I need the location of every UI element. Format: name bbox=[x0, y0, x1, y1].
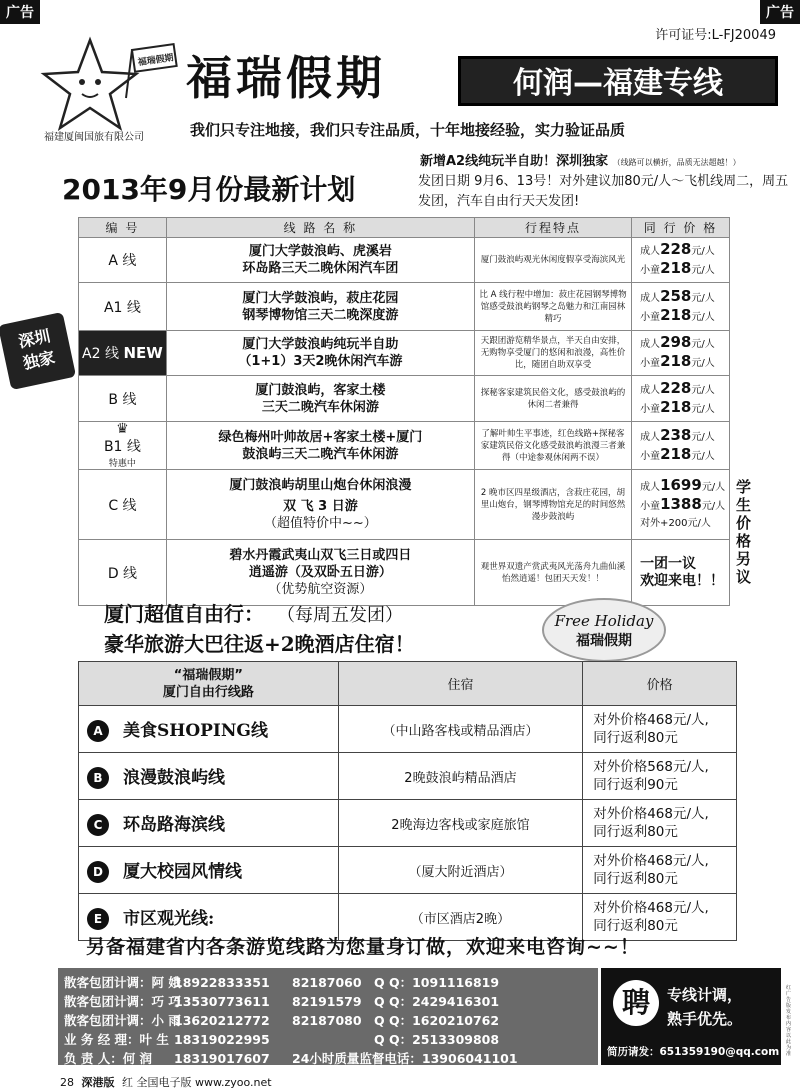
route-banner: 何润—福建专线 bbox=[458, 56, 778, 106]
star-shape bbox=[44, 40, 136, 128]
free-travel-table bbox=[78, 661, 737, 941]
license-number: 许可证号:L-FJ20049 bbox=[655, 28, 776, 43]
letter-e-icon: E bbox=[87, 908, 109, 930]
route-code: ♛ B1 线 特惠中 bbox=[79, 422, 167, 470]
route-row-a1 bbox=[79, 283, 730, 331]
free-row-c bbox=[79, 800, 737, 847]
letter-d-icon: D bbox=[87, 861, 109, 883]
header-price: 同 行 价 格 bbox=[632, 218, 730, 238]
route-row-a2 bbox=[79, 331, 730, 376]
route-code: A 线 bbox=[79, 238, 167, 283]
page-number: 28 bbox=[60, 1076, 74, 1089]
exclusive-badge bbox=[0, 312, 76, 390]
ad-tag-right: 广告 bbox=[760, 0, 800, 24]
route-price: 成人238元/人 小童218元/人 bbox=[632, 422, 730, 470]
free-hotel: （市区酒店2晚） bbox=[338, 894, 583, 941]
ad-tag-left: 广告 bbox=[0, 0, 40, 24]
route-name: 厦门鼓浪屿胡里山炮台休闲浪漫 双 飞 3 日游 （超值特价中~~） bbox=[166, 470, 474, 540]
letter-c-icon: C bbox=[87, 814, 109, 836]
route-feature: 厦门鼓浪屿观光休闲度假享受海滨风光 bbox=[474, 238, 631, 283]
free-table-header bbox=[79, 662, 737, 706]
free-hotel: （厦大附近酒店） bbox=[338, 847, 583, 894]
header-name: 线 路 名 称 bbox=[166, 218, 474, 238]
vertical-note: 红广告版发布内容以此为准 bbox=[786, 985, 792, 1057]
header-route: “福瑞假期” 厦门自由行线路 bbox=[79, 662, 339, 706]
hire-email: 简历请发：651359190@qq.com bbox=[607, 1046, 780, 1058]
route-code: A2 线 NEW bbox=[79, 331, 167, 376]
free-price: 对外价格468元/人, 同行返利80元 bbox=[583, 706, 737, 753]
free-route-name: C 环岛路海滨线 bbox=[79, 800, 339, 847]
contact-row: 负 责 人：何 润 18319017607 24小时质量监督电话：13906041101 bbox=[64, 1051, 518, 1066]
badge-line-2: 独家 bbox=[21, 347, 57, 373]
free-hotel: （中山路客栈或精品酒店） bbox=[338, 706, 583, 753]
route-feature: 2 晚市区四星级酒店，含菽庄花园，胡里山炮台，钢琴博物馆充足的时间悠然漫步鼓浪屿 bbox=[474, 470, 631, 540]
edition: 深港版 bbox=[81, 1076, 115, 1089]
free-route-name: B 浪漫鼓浪屿线 bbox=[79, 753, 339, 800]
slogan: 我们只专注地接，我们只专注品质，十年地接经验，实力验证品质 bbox=[190, 121, 626, 139]
free-price: 对外价格568元/人, 同行返利90元 bbox=[583, 753, 737, 800]
route-name: 厦门大学鼓浪屿、虎溪岩 环岛路三天二晚休闲汽车团 bbox=[166, 238, 474, 283]
departure-info: 发团日期 9月6、13号！对外建议加80元/人～飞机线周二，周五发团，汽车自由行天天发团! bbox=[418, 174, 789, 209]
route-feature: 观世界双遗产赏武夷风光荡舟九曲仙溪怡然逍遥！包团天天发！！ bbox=[474, 540, 631, 606]
star-mascot-logo bbox=[40, 36, 180, 132]
route-row-b1 bbox=[79, 422, 730, 470]
route-row-c bbox=[79, 470, 730, 540]
free-travel-title: 厦门超值自由行： （每周五发团） bbox=[104, 602, 403, 626]
hiring-panel bbox=[601, 968, 781, 1065]
route-code: B 线 bbox=[79, 376, 167, 422]
route-feature: 天跟团游览精华景点，半天自由安排，无购物享受厦门的悠闲和浪漫，高性价比，随团自助双享受 bbox=[474, 331, 631, 376]
free-route-name: D 厦大校园风情线 bbox=[79, 847, 339, 894]
free-route-name: A 美食SHOPING线 bbox=[79, 706, 339, 753]
header-hotel: 住宿 bbox=[338, 662, 583, 706]
route-name: 厦门大学鼓浪屿，菽庄花园 钢琴博物馆三天二晚深度游 bbox=[166, 283, 474, 331]
letter-a-icon: A bbox=[87, 720, 109, 742]
route-name: 厦门大学鼓浪屿纯玩半自助 （1+1）3天2晚休闲汽车游 bbox=[166, 331, 474, 376]
free-row-d bbox=[79, 847, 737, 894]
route-row-a bbox=[79, 238, 730, 283]
custom-route-note: 另备福建省内各条游览线路为您量身订做，欢迎来电咨询~~！ bbox=[86, 936, 640, 958]
site[interactable]: 全国电子版 www.zyoo.net bbox=[136, 1076, 272, 1089]
brand-title: 福瑞假期 bbox=[186, 51, 386, 105]
route-feature: 了解叶帅生平事迹，红色线路+探秘客家建筑民俗文化感受鼓浪屿浪漫三者兼得（中途参观休闲两不误） bbox=[474, 422, 631, 470]
new-line-note: （线路可以横折，品质无法超越！） bbox=[612, 158, 741, 167]
route-price: 一团一议 欢迎来电！！ bbox=[632, 540, 730, 606]
free-hotel: 2晚鼓浪屿精品酒店 bbox=[338, 753, 583, 800]
free-price: 对外价格468元/人, 同行返利80元 bbox=[583, 894, 737, 941]
route-name: 碧水丹霞武夷山双飞三日或四日 逍遥游（及双卧五日游） （优势航空资源） bbox=[166, 540, 474, 606]
new-tag: NEW bbox=[123, 344, 163, 362]
header-feat: 行程特点 bbox=[474, 218, 631, 238]
hire-line-1: 专线计调， bbox=[667, 986, 743, 1004]
route-feature: 探秘客家建筑民俗文化，感受鼓浪屿的休闲二者兼得 bbox=[474, 376, 631, 422]
free-price: 对外价格468元/人, 同行返利80元 bbox=[583, 800, 737, 847]
contact-row: 业 务 经 理：叶 生 18319022995 Q Q：2513309808 bbox=[64, 1032, 500, 1047]
plan-title: 2013年9月份最新计划 bbox=[62, 173, 356, 206]
vip-label: 特惠中 bbox=[108, 459, 136, 469]
route-feature: 比 A 线行程中增加：菽庄花园钢琴博物馆感受鼓浪屿钢琴之岛魅力和江南园林精巧 bbox=[474, 283, 631, 331]
route-table bbox=[78, 217, 730, 606]
route-price: 成人258元/人 小童218元/人 bbox=[632, 283, 730, 331]
flag-text: 福瑞假期 bbox=[137, 53, 175, 69]
route-code: C 线 bbox=[79, 470, 167, 540]
free-row-b bbox=[79, 753, 737, 800]
contact-row: 散客包团计调：小 雨13620212772 82187080 Q Q：1620210762 bbox=[64, 1013, 500, 1028]
route-code: A1 线 bbox=[79, 283, 167, 331]
route-price: 成人298元/人 小童218元/人 bbox=[632, 331, 730, 376]
route-code: D 线 bbox=[79, 540, 167, 606]
new-line-notice bbox=[420, 150, 741, 169]
hire-icon: 聘 bbox=[613, 980, 659, 1026]
route-row-d bbox=[79, 540, 730, 606]
logo-cn: 福瑞假期 bbox=[576, 633, 632, 649]
company-name: 福建厦闽国旅有限公司 bbox=[44, 132, 144, 143]
contact-row: 散客包团计调：巧 巧13530773611 82191579 Q Q：2429416301 bbox=[64, 994, 500, 1009]
page-footer bbox=[60, 1074, 272, 1090]
contact-row: 散客包团计调：阿 娥18922833351 82187060 Q Q：1091116819 bbox=[64, 975, 500, 990]
free-holiday-logo bbox=[542, 598, 666, 662]
route-price: 成人228元/人 小童218元/人 bbox=[632, 238, 730, 283]
crown-icon: ♛ bbox=[116, 421, 129, 437]
free-row-a bbox=[79, 706, 737, 753]
student-price-note: 学生价格另议 bbox=[736, 478, 752, 586]
free-price: 对外价格468元/人, 同行返利80元 bbox=[583, 847, 737, 894]
header-price: 价格 bbox=[583, 662, 737, 706]
route-row-b bbox=[79, 376, 730, 422]
route-name: 厦门鼓浪屿，客家土楼 三天二晚汽车休闲游 bbox=[166, 376, 474, 422]
hire-line-2: 熟手优先。 bbox=[667, 1010, 743, 1028]
route-name: 绿色梅州叶帅故居+客家土楼+厦门 鼓浪屿三天二晚汽车休闲游 bbox=[166, 422, 474, 470]
letter-b-icon: B bbox=[87, 767, 109, 789]
free-travel-subtitle: 豪华旅游大巴往返+2晚酒店住宿！ bbox=[104, 632, 415, 656]
logo-en: Free Holiday bbox=[554, 612, 654, 630]
free-route-name: E 市区观光线: bbox=[79, 894, 339, 941]
badge-line-1: 深圳 bbox=[16, 326, 53, 352]
new-line-main: 新增A2线纯玩半自助！深圳独家 bbox=[420, 154, 609, 169]
route-price: 成人1699元/人 小童1388元/人 对外+200元/人 bbox=[632, 470, 730, 540]
free-schedule: （每周五发团） bbox=[286, 605, 403, 626]
route-price: 成人228元/人 小童218元/人 bbox=[632, 376, 730, 422]
edition-mark: 红 bbox=[122, 1076, 133, 1089]
route-table-header bbox=[79, 218, 730, 238]
free-hotel: 2晚海边客栈或家庭旅馆 bbox=[338, 800, 583, 847]
header-code: 编 号 bbox=[79, 218, 167, 238]
